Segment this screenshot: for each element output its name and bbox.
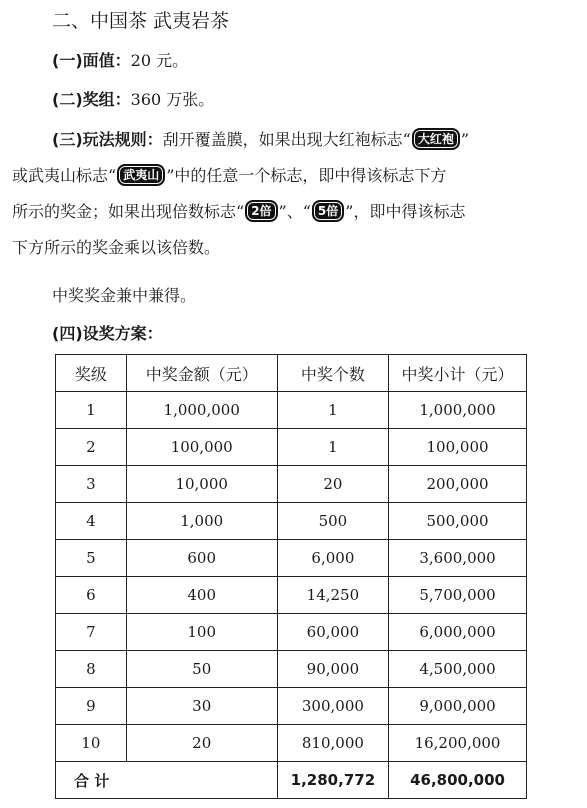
face-value-paragraph: [12, 43, 577, 79]
cell-subtotal: 6,000,000: [389, 614, 527, 651]
prize-groups-text: 360 万张。: [130, 90, 215, 109]
rules-text-5: 所示的奖金；如果出现倍数标志“: [12, 202, 245, 221]
cell-subtotal: 500,000: [389, 503, 527, 540]
rules-text-8: 下方所示的奖金乘以该倍数。: [12, 238, 221, 257]
cell-amount: 600: [126, 540, 277, 577]
dahongpao-badge-icon: 大红袍: [412, 128, 460, 150]
table-row: [56, 392, 527, 429]
cell-subtotal: 100,000: [389, 429, 527, 466]
prize-setup-label: (四)设奖方案：: [52, 324, 163, 343]
cell-subtotal: 5,700,000: [389, 577, 527, 614]
rules-text-7: ”，即中得该标志: [345, 202, 466, 221]
prize-setup-paragraph: [12, 316, 577, 352]
cell-count: 500: [277, 503, 388, 540]
table-row: [56, 503, 527, 540]
cell-amount: 100: [126, 614, 277, 651]
table-row: [56, 577, 527, 614]
cell-amount: 400: [126, 577, 277, 614]
wuyishan-badge-icon: 武夷山: [117, 164, 165, 186]
quintuple-multiplier-badge-icon: 5倍: [312, 200, 344, 222]
combine-note-paragraph: [12, 278, 577, 314]
cell-count: 90,000: [277, 651, 388, 688]
table-row: [56, 651, 527, 688]
cell-count: 20: [277, 466, 388, 503]
table-row: [56, 725, 527, 762]
double-multiplier-badge-icon: 2倍: [245, 200, 277, 222]
cell-subtotal: 4,500,000: [389, 651, 527, 688]
cell-amount: 30: [126, 688, 277, 725]
face-value-label: (一)面值：: [52, 51, 131, 70]
cell-subtotal: 9,000,000: [389, 688, 527, 725]
rules-text-1: 刮开覆盖膜，如果出现大红袍标志“: [162, 130, 411, 149]
cell-subtotal: 3,600,000: [389, 540, 527, 577]
cell-amount: 10,000: [126, 466, 277, 503]
header-amount: 中奖金额（元）: [126, 355, 277, 392]
face-value-text: 20 元。: [130, 51, 189, 70]
cell-level: 1: [56, 392, 127, 429]
cell-level: 4: [56, 503, 127, 540]
cell-count: 1: [277, 429, 388, 466]
cell-amount: 100,000: [126, 429, 277, 466]
prize-groups-label: (二)奖组：: [52, 90, 131, 109]
cell-subtotal: 16,200,000: [389, 725, 527, 762]
rules-paragraph: [12, 122, 577, 266]
table-row: [56, 614, 527, 651]
cell-count: 14,250: [277, 577, 388, 614]
cell-level: 10: [56, 725, 127, 762]
cell-level: 3: [56, 466, 127, 503]
cell-count: 1: [277, 392, 388, 429]
cell-count: 300,000: [277, 688, 388, 725]
total-label: 合 计: [56, 762, 278, 799]
prize-groups-paragraph: [12, 82, 577, 118]
cell-amount: 1,000,000: [126, 392, 277, 429]
rules-text-4: ”中的任意一个标志，即中得该标志下方: [166, 166, 447, 185]
cell-level: 2: [56, 429, 127, 466]
cell-subtotal: 1,000,000: [389, 392, 527, 429]
cell-level: 5: [56, 540, 127, 577]
table-row: [56, 688, 527, 725]
table-row: [56, 466, 527, 503]
rules-text-3: 或武夷山标志“: [12, 166, 117, 185]
table-row: [56, 429, 527, 466]
table-total-row: [56, 762, 527, 799]
cell-level: 7: [56, 614, 127, 651]
header-subtotal: 中奖小计（元）: [389, 355, 527, 392]
rules-text-6: ”、“: [278, 202, 311, 221]
total-subtotal: 46,800,000: [389, 762, 527, 799]
rules-label: (三)玩法规则：: [52, 130, 163, 149]
cell-amount: 20: [126, 725, 277, 762]
cell-subtotal: 200,000: [389, 466, 527, 503]
section-heading: 二、中国茶 武夷岩茶: [52, 10, 230, 32]
cell-level: 6: [56, 577, 127, 614]
cell-amount: 1,000: [126, 503, 277, 540]
prize-table: [55, 354, 527, 799]
rules-text-2: ”: [460, 130, 470, 149]
total-count: 1,280,772: [277, 762, 388, 799]
cell-amount: 50: [126, 651, 277, 688]
header-count: 中奖个数: [277, 355, 388, 392]
table-header-row: [56, 355, 527, 392]
cell-count: 6,000: [277, 540, 388, 577]
combine-note: 中奖奖金兼中兼得。: [52, 286, 197, 305]
header-level: 奖级: [56, 355, 127, 392]
cell-level: 8: [56, 651, 127, 688]
cell-count: 810,000: [277, 725, 388, 762]
cell-count: 60,000: [277, 614, 388, 651]
cell-level: 9: [56, 688, 127, 725]
table-row: [56, 540, 527, 577]
